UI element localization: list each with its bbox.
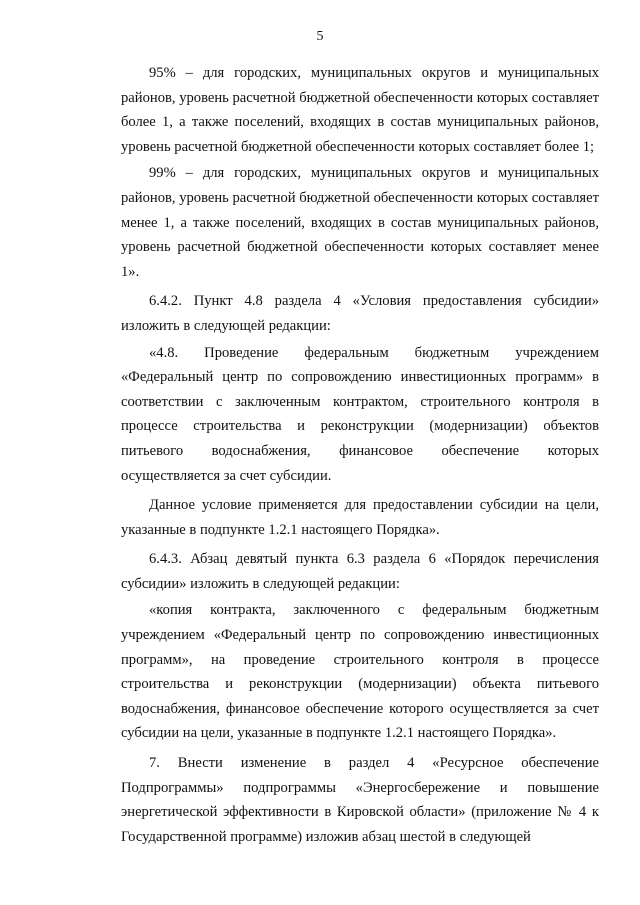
paragraph-7: 7. Внести изменение в раздел 4 «Ресурсное обеспечение Подпрограммы» подпрограммы «Энергосбережение и повышение энергетической эффективности в Кировской области» (приложение № 4 к Государственной программе) изложив абзац шестой в следующей <box>121 755 599 845</box>
paragraph-condition: Данное условие применяется для предоставлении субсидии на цели, указанные в подпункте 1.2.1 настоящего Порядка». <box>121 497 599 538</box>
paragraph-6-4-2: 6.4.2. Пункт 4.8 раздела 4 «Условия предоставления субсидии» изложить в следующей редакции: <box>121 293 599 334</box>
paragraph-99-percent: 99% – для городских, муниципальных округов и муниципальных районов, уровень расчетной бюджетной обеспеченности которых составляет менее 1, а также поселений, входящих в состав муниципальных районов, уровень расчетной бюджетной обеспеченности которых составляет менее 1». <box>121 165 599 280</box>
document-body <box>121 61 599 851</box>
page-number: 5 <box>316 29 324 44</box>
paragraph-6-4-3: 6.4.3. Абзац девятый пункта 6.3 раздела 6 «Порядок перечисления субсидии» изложить в следующей редакции: <box>121 551 599 592</box>
paragraph-95-percent: 95% – для городских, муниципальных округов и муниципальных районов, уровень расчетной бюджетной обеспеченности которых составляет более 1, а также поселений, входящих в состав муниципальных районов, уровень расчетной бюджетной обеспеченности которых составляет более 1; <box>121 65 599 155</box>
paragraph-contract-copy: «копия контракта, заключенного с федеральным бюджетным учреждением «Федеральный центр по сопровождению инвестиционных программ», на проведение строительного контроля в процессе строительства и реконструкции (модернизации) объекта питьевого водоснабжения, финансовое обеспечение которого осуществляется за счет субсидии на цели, указанные в подпункте 1.2.1 настоящего Порядка». <box>121 602 599 742</box>
paragraph-4-8: «4.8. Проведение федеральным бюджетным учреждением «Федеральный центр по сопровождению инвестиционных программ» в соответствии с заключенным контрактом, строительного контроля в процессе строительства и реконструкции (модернизации) объектов питьевого водоснабжения, финансовое обеспечение которых осуществляется за счет субсидии. <box>121 344 599 484</box>
